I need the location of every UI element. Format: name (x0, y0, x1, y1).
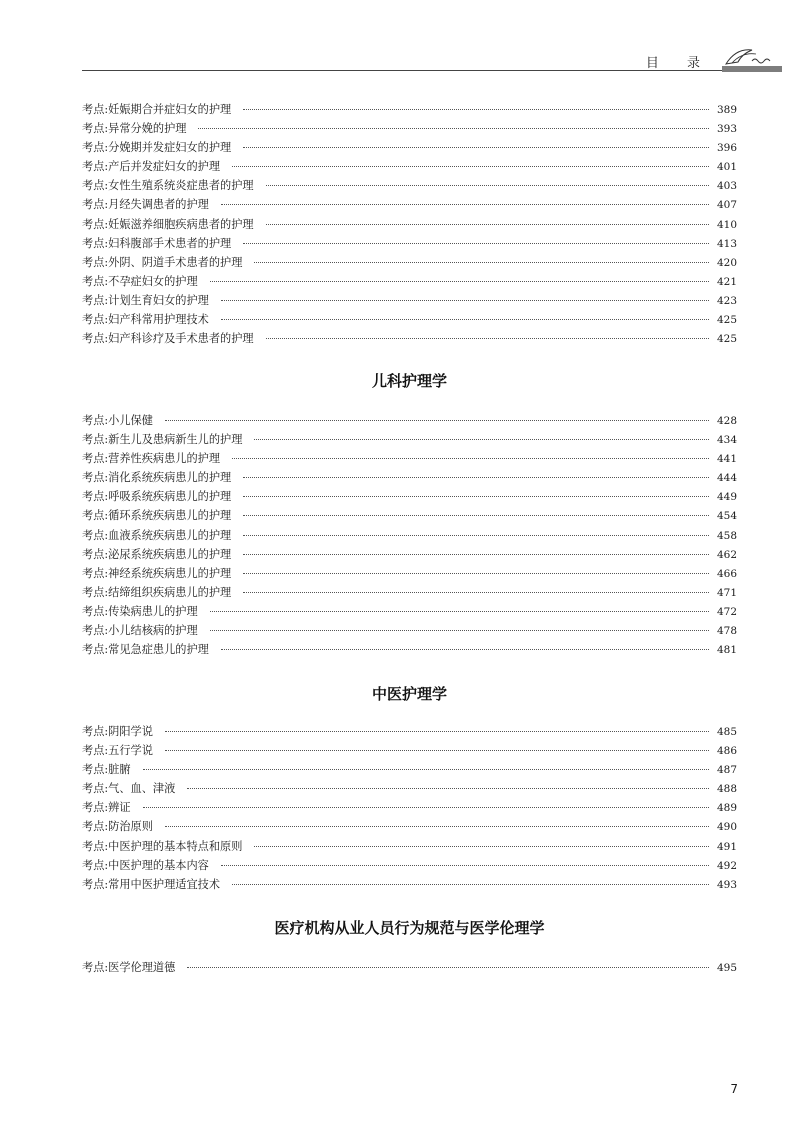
toc-entry[interactable] (82, 817, 737, 836)
toc-entry[interactable] (82, 526, 737, 545)
toc-entry[interactable] (82, 157, 737, 176)
toc-entry-label: 考点:新生儿及患病新生儿的护理 (82, 433, 243, 447)
toc-entry-page: 462 (716, 548, 737, 561)
toc-entry-page: 466 (716, 567, 737, 580)
dot-leader (232, 166, 709, 167)
toc-section (82, 100, 737, 348)
dot-leader (243, 535, 709, 536)
header-title: 目 录 (645, 56, 712, 71)
toc-entry-label: 考点:妇产科常用护理技术 (82, 313, 209, 327)
toc-entry-page: 389 (716, 104, 737, 116)
toc-entry-label: 考点:小儿保健 (82, 414, 153, 427)
toc-entry-page: 434 (716, 434, 737, 447)
toc-entry[interactable] (82, 195, 737, 214)
toc-entry-label: 考点:不孕症妇女的护理 (82, 274, 198, 288)
section-title: 医疗机构从业人员行为规范与医学伦理学 (274, 919, 545, 937)
toc-entry-page: 486 (716, 745, 737, 758)
dot-leader (221, 649, 709, 650)
toc-entry-label: 考点:常见急症患儿的护理 (82, 643, 209, 657)
toc-entry-label: 考点:中医护理的基本内容 (82, 858, 209, 872)
dot-leader (210, 611, 709, 612)
toc-entry-page: 495 (716, 962, 737, 974)
toc-entry-page: 481 (716, 644, 737, 657)
toc-entry-page: 403 (716, 180, 737, 193)
toc-entry-label: 考点:辨证 (82, 801, 131, 815)
dot-leader (165, 420, 709, 421)
dot-leader (210, 630, 709, 631)
toc-entry[interactable] (82, 272, 737, 291)
toc-entry-page: 428 (716, 415, 737, 427)
toc-entry-label: 考点:计划生育妇女的护理 (82, 293, 209, 307)
toc-entry-label: 考点:妇产科诊疗及手术患者的护理 (82, 332, 254, 346)
dot-leader (243, 554, 709, 555)
dot-leader (187, 967, 709, 968)
publisher-logo-icon (722, 46, 778, 68)
toc-entry[interactable] (82, 468, 737, 487)
toc-entry[interactable] (82, 234, 737, 253)
dot-leader (266, 338, 709, 339)
toc-entry-label: 考点:防治原则 (82, 820, 153, 834)
toc-entry[interactable] (82, 506, 737, 525)
toc-entry-page: 393 (716, 123, 737, 136)
toc-entry-label: 考点:传染病患儿的护理 (82, 604, 198, 618)
dot-leader (221, 204, 709, 205)
toc-entry-label: 考点:五行学说 (82, 744, 153, 758)
toc-entry-page: 421 (716, 275, 737, 288)
toc-entry-label: 考点:血液系统疾病患儿的护理 (82, 528, 232, 542)
toc-entry-page: 423 (716, 294, 737, 307)
dot-leader (243, 592, 709, 593)
dot-leader (243, 573, 709, 574)
toc-entry-page: 490 (716, 821, 737, 834)
toc-entry-label: 考点:泌尿系统疾病患儿的护理 (82, 547, 232, 561)
toc-entry-page: 491 (716, 840, 737, 853)
toc-list (82, 100, 737, 348)
toc-list (82, 411, 737, 659)
dot-leader (254, 846, 709, 847)
toc-entry[interactable] (82, 329, 737, 348)
toc-entry-page: 444 (716, 472, 737, 485)
toc-entry-label: 考点:脏腑 (82, 763, 131, 777)
dot-leader (243, 477, 709, 478)
toc-entry-label: 考点:神经系统疾病患儿的护理 (82, 566, 232, 580)
dot-leader (165, 750, 709, 751)
dot-leader (254, 262, 709, 263)
dot-leader (254, 439, 709, 440)
header-rule (82, 70, 782, 71)
toc-entry-page: 458 (716, 529, 737, 542)
toc-entry-label: 考点:产后并发症妇女的护理 (82, 160, 221, 174)
dot-leader (187, 788, 709, 789)
toc-entry-page: 454 (716, 510, 737, 523)
toc-entry[interactable] (82, 602, 737, 621)
dot-leader (221, 300, 709, 301)
dot-leader (266, 224, 709, 225)
toc-entry-page: 396 (716, 142, 737, 155)
toc-entry[interactable] (82, 837, 737, 856)
page-number: 7 (730, 1082, 738, 1096)
toc-entry-label: 考点:营养性疾病患儿的护理 (82, 452, 221, 466)
dot-leader (143, 807, 709, 808)
toc-entry-label: 考点:月经失调患者的护理 (82, 198, 209, 212)
toc-entry-label: 考点:妇科腹部手术患者的护理 (82, 236, 232, 250)
toc-list (82, 722, 737, 894)
toc-entry[interactable] (82, 583, 737, 602)
toc-entry-label: 考点:气、血、津液 (82, 782, 176, 796)
toc-entry[interactable] (82, 138, 737, 157)
dot-leader (243, 109, 709, 110)
toc-entry[interactable] (82, 100, 737, 119)
dot-leader (232, 884, 709, 885)
toc-entry-label: 考点:女性生殖系统炎症患者的护理 (82, 179, 254, 193)
toc-entry-page: 441 (716, 453, 737, 466)
dot-leader (243, 515, 709, 516)
page-header (82, 52, 782, 74)
toc-entry-page: 472 (716, 605, 737, 618)
dot-leader (243, 147, 709, 148)
dot-leader (165, 731, 709, 732)
toc-list (82, 958, 737, 977)
dot-leader (266, 185, 709, 186)
toc-entry[interactable] (82, 487, 737, 506)
toc-entry-page: 487 (716, 764, 737, 777)
toc-entry-label: 考点:常用中医护理适宜技术 (82, 877, 221, 891)
toc-entry[interactable] (82, 856, 737, 875)
toc-entry-page: 493 (716, 878, 737, 891)
section-title: 中医护理学 (371, 685, 447, 703)
toc-entry-label: 考点:外阴、阴道手术患者的护理 (82, 255, 243, 269)
toc-entry-label: 考点:中医护理的基本特点和原则 (82, 839, 243, 853)
toc-entry-page: 449 (716, 491, 737, 504)
toc-entry[interactable] (82, 253, 737, 272)
toc-entry-page: 471 (716, 586, 737, 599)
toc-entry[interactable] (82, 741, 737, 760)
toc-entry[interactable] (82, 621, 737, 640)
toc-entry[interactable] (82, 875, 737, 894)
toc-entry[interactable] (82, 640, 737, 659)
toc-entry[interactable] (82, 564, 737, 583)
toc-entry[interactable] (82, 722, 737, 741)
toc-entry-page: 492 (716, 859, 737, 872)
dot-leader (221, 319, 709, 320)
toc-entry[interactable] (82, 545, 737, 564)
section-title: 儿科护理学 (371, 372, 447, 390)
dot-leader (143, 769, 709, 770)
toc-entry[interactable] (82, 798, 737, 817)
dot-leader (165, 826, 709, 827)
toc-entry[interactable] (82, 215, 737, 234)
toc-entry[interactable] (82, 310, 737, 329)
dot-leader (232, 458, 709, 459)
toc-entry-page: 425 (716, 314, 737, 327)
toc-entry-page: 401 (716, 161, 737, 174)
toc-entry[interactable] (82, 119, 737, 138)
toc-entry-label: 考点:妊娠期合并症妇女的护理 (82, 103, 232, 116)
toc-entry-label: 考点:结缔组织疾病患儿的护理 (82, 585, 232, 599)
toc-entry-label: 考点:小儿结核病的护理 (82, 624, 198, 638)
toc-entry[interactable] (82, 411, 737, 430)
dot-leader (243, 496, 709, 497)
toc-entry[interactable] (82, 291, 737, 310)
dot-leader (198, 128, 708, 129)
toc-entry-page: 478 (716, 625, 737, 638)
toc-entry-label: 考点:医学伦理道德 (82, 961, 176, 974)
toc-entry[interactable] (82, 760, 737, 779)
toc-entry[interactable] (82, 176, 737, 195)
dot-leader (243, 243, 709, 244)
toc-entry-label: 考点:呼吸系统疾病患儿的护理 (82, 490, 232, 504)
toc-entry-page: 488 (716, 783, 737, 796)
toc-entry-page: 485 (716, 726, 737, 738)
toc-entry-page: 407 (716, 199, 737, 212)
toc-entry[interactable] (82, 449, 737, 468)
toc-entry-label: 考点:异常分娩的护理 (82, 122, 187, 136)
toc-entry-page: 410 (716, 218, 737, 231)
toc-entry-page: 413 (716, 237, 737, 250)
toc-entry[interactable] (82, 779, 737, 798)
toc-entry-label: 考点:阴阳学说 (82, 725, 153, 738)
toc-entry-page: 489 (716, 802, 737, 815)
toc-entry[interactable] (82, 958, 737, 977)
toc-entry-page: 420 (716, 256, 737, 269)
dot-leader (221, 865, 709, 866)
dot-leader (210, 281, 709, 282)
toc-entry-label: 考点:妊娠滋养细胞疾病患者的护理 (82, 217, 254, 231)
toc-entry-page: 425 (716, 333, 737, 346)
toc-entry-label: 考点:循环系统疾病患儿的护理 (82, 509, 232, 523)
toc-entry[interactable] (82, 430, 737, 449)
toc-entry-label: 考点:分娩期并发症妇女的护理 (82, 141, 232, 155)
toc-entry-label: 考点:消化系统疾病患儿的护理 (82, 471, 232, 485)
